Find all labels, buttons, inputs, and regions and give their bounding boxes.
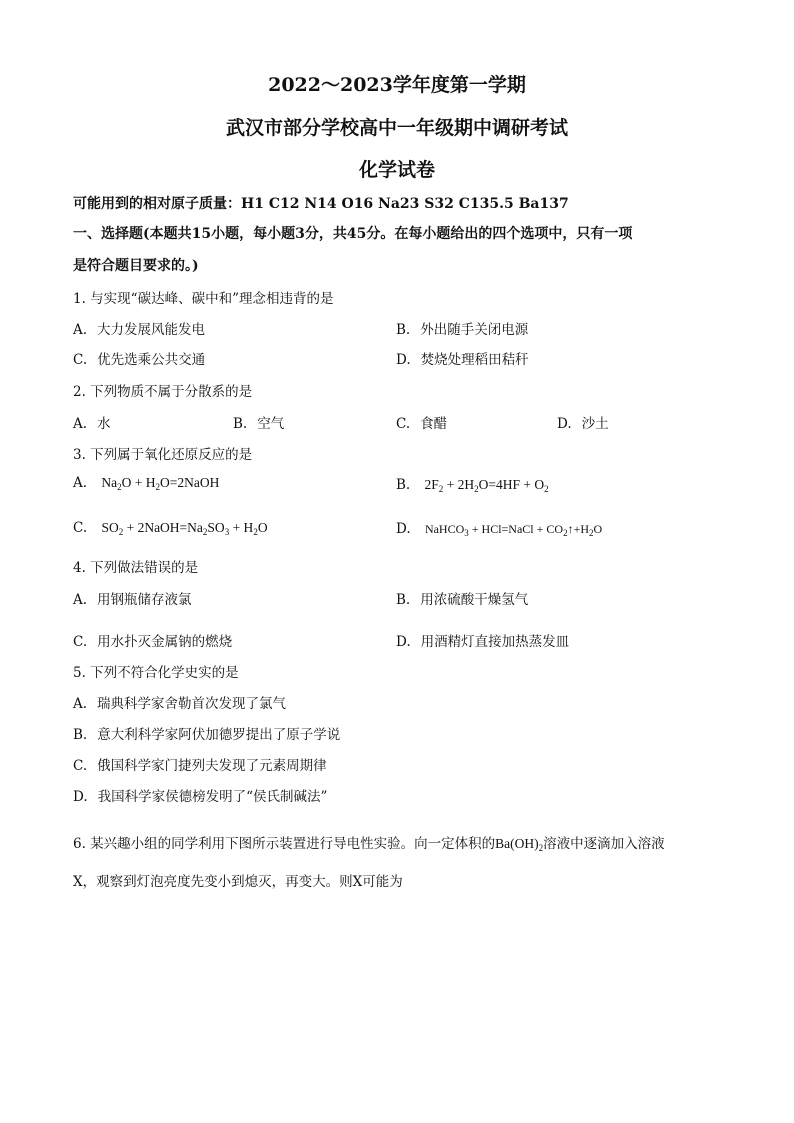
question-1-option-d	[396, 348, 529, 368]
option-text: 俄国科学家门捷列夫发现了元素周期律	[97, 758, 327, 774]
option-letter: B.	[396, 592, 411, 608]
eq-sub: 2	[202, 527, 208, 537]
question-5-stem: 5. 下列不符合化学史实的是	[73, 665, 239, 681]
equation-d	[425, 522, 602, 536]
question-2-stem: 2. 下列物质不属于分散系的是	[73, 384, 253, 400]
eq-part: SO	[101, 520, 119, 535]
option-text: 外出随手关闭电源	[420, 322, 529, 338]
option-letter: B.	[396, 477, 411, 493]
option-letter: D.	[557, 416, 572, 432]
option-letter: C.	[73, 352, 88, 368]
option-letter: C.	[73, 520, 88, 536]
eq-part: + 2H	[443, 477, 475, 492]
question-3-stem: 3. 下列属于氧化还原反应的是	[73, 447, 253, 463]
eq-part: 2F	[424, 477, 439, 492]
question-4-option-a	[73, 588, 192, 608]
option-text: 我国科学家侯德榜发明了“侯氏制碱法”	[97, 789, 328, 805]
option-text: 用浓硫酸干燥氢气	[420, 592, 529, 608]
eq-part: O + H	[121, 475, 156, 490]
eq-part: SO	[207, 520, 225, 535]
eq-part: O=4HF + O	[478, 477, 545, 492]
atomic-masses: 可能用到的相对原子质量：H1 C12 N14 O16 Na23 S32 C135.5 Ba137	[73, 196, 569, 212]
option-text: 食醋	[420, 416, 448, 432]
stem-part: 溶液中逐滴加入溶液	[543, 836, 665, 852]
question-2-option-a	[73, 412, 111, 432]
option-text: 用水扑灭金属钠的燃烧	[97, 634, 233, 650]
question-4-option-c	[73, 630, 232, 650]
option-letter: A.	[73, 475, 88, 491]
eq-sub: 2	[563, 528, 568, 538]
option-letter: A.	[73, 416, 88, 432]
question-6-stem-cont: X，观察到灯泡亮度先变小到熄灭，再变大。则X可能为	[73, 874, 403, 890]
eq-part: NaHCO	[424, 522, 465, 536]
option-text: 大力发展风能发电	[97, 322, 206, 338]
option-letter: B.	[73, 727, 88, 743]
question-5-option-b	[73, 723, 340, 743]
option-text: 焚烧处理稻田秸秆	[420, 352, 529, 368]
question-3-option-b	[396, 477, 549, 494]
section-1-heading-cont: 是符合题目要求的。)	[73, 258, 199, 274]
eq-sub: 2	[253, 527, 258, 537]
eq-sub: 2	[155, 482, 160, 492]
option-letter: A.	[73, 592, 88, 608]
formula-sub: 2	[538, 843, 544, 853]
option-letter: C.	[73, 634, 88, 650]
eq-part: ↑+H	[567, 522, 590, 536]
eq-part: O	[257, 520, 268, 535]
eq-sub: 3	[464, 528, 469, 538]
option-text: 沙土	[581, 416, 609, 432]
question-4-stem: 4. 下列做法错误的是	[73, 560, 199, 576]
question-5-option-a	[73, 692, 286, 712]
option-letter: D.	[396, 521, 411, 537]
question-5-option-d	[73, 785, 327, 805]
option-text: 水	[97, 416, 111, 432]
question-2-option-b	[233, 412, 284, 432]
section-1-heading: 一、选择题(本题共15小题，每小题3分，共45分。在每小题给出的四个选项中，只有一项	[73, 226, 633, 242]
option-letter: C.	[73, 758, 88, 774]
eq-sub: 3	[224, 527, 230, 537]
option-letter: D.	[73, 789, 88, 805]
option-letter: D.	[396, 352, 411, 368]
eq-sub: 2	[438, 484, 444, 494]
question-5-option-c	[73, 754, 327, 774]
equation-b	[425, 477, 549, 492]
eq-part: + HCl=NaCl + CO	[468, 522, 564, 536]
question-3-option-d	[396, 521, 602, 538]
formula-part: Ba(OH)	[495, 836, 539, 851]
eq-part: + H	[229, 520, 254, 535]
eq-sub: 2	[118, 527, 124, 537]
option-letter: A.	[73, 322, 88, 338]
eq-part: O	[593, 522, 603, 536]
question-1-stem: 1. 与实现“碳达峰、碳中和”理念相违背的是	[73, 291, 334, 307]
question-6-stem	[73, 832, 665, 853]
option-text: 优先选乘公共交通	[97, 352, 206, 368]
subject-title: 化学试卷	[358, 159, 435, 181]
question-3-option-c	[73, 520, 268, 537]
option-letter: D.	[396, 634, 411, 650]
eq-sub: 2	[589, 528, 594, 538]
option-text: 空气	[257, 416, 285, 432]
question-2-option-d	[557, 412, 609, 432]
eq-sub: 2	[474, 484, 479, 494]
question-1-option-a	[73, 318, 205, 338]
option-letter: C.	[396, 416, 411, 432]
equation-a	[101, 475, 219, 490]
option-letter: B.	[396, 322, 411, 338]
question-4-option-d	[396, 630, 569, 650]
question-1-option-c	[73, 348, 205, 368]
option-text: 意大利科学家阿伏加德罗提出了原子学说	[97, 727, 341, 743]
question-2-option-c	[396, 412, 447, 432]
stem-part: 6. 某兴趣小组的同学利用下图所示装置进行导电性实验。向一定体积的	[73, 836, 496, 852]
eq-sub: 2	[117, 482, 122, 492]
option-text: 用钢瓶储存液氯	[97, 592, 192, 608]
formula-ba-oh-2	[495, 836, 543, 851]
eq-sub: 2	[544, 484, 549, 494]
exam-name-title: 武汉市部分学校高中一年级期中调研考试	[225, 117, 568, 139]
question-4-option-b	[396, 588, 528, 608]
exam-year-title: 2022～2023学年度第一学期	[268, 74, 526, 96]
option-text: 用酒精灯直接加热蒸发皿	[420, 634, 570, 650]
equation-c	[101, 520, 267, 535]
option-text: 瑞典科学家舍勒首次发现了氯气	[97, 696, 287, 712]
eq-part: Na	[101, 475, 118, 490]
eq-part: O=2NaOH	[159, 475, 220, 490]
question-1-option-b	[396, 318, 528, 338]
question-3-option-a	[73, 475, 219, 492]
option-letter: B.	[233, 416, 248, 432]
eq-part: + 2NaOH=Na	[123, 520, 203, 535]
option-letter: A.	[73, 696, 88, 712]
